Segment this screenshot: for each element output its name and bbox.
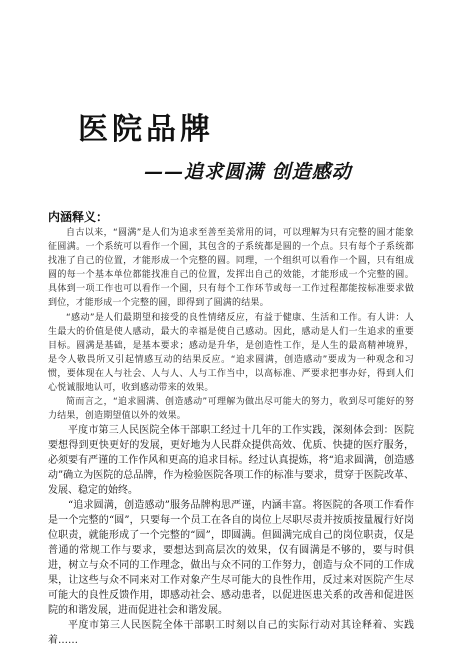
body-text [48, 226, 414, 648]
paragraph-brand-concept: “追求圆满，创造感动”服务品牌构思严谨，内涵丰富。将医院的各项工作看作是一个完整的“圆”，只要每一个员工在各自的岗位上尽职尽责并按质按量履行好岗位职责，就能形成了一个完整的“圆”，即圆满。但圆满完成自己的岗位职责，仅是普通的常规工作与要求，要想达到高层次的效果，仅有圆满是不够的，要与时俱进，树立与众不同的工作理念，做出与众不同的工作努力，创造与众不同的工作成果，让这些与众不同来对工作对象产生尽可能大的良性作用，反过来对医院产生尽可能大的良性反馈作用，即感动社会、感动患者，以促进医患关系的改善和促进医院的和谐发展，进而促进社会和谐发展。 [48, 500, 414, 617]
paragraph-closing: 平度市第三人民医院全体干部职工时刻以自己的实际行动对其诠释着、实践着…… [48, 620, 414, 647]
paragraph-yuanman: 自古以来，“圆满”是人们为追求至善至美常用的词，可以理解为只有完整的圆才能象征圆满。一个系统可以看作一个圆，其包含的子系统都是圆的一个点。只有每个子系统都找准了自己的位置，才能形成一个完整的圆。同理，一个组织可以看作一个圆，只有组成圆的每一个基本单位都能找准自己的位置，发挥出自己的效能，才能形成一个完整的圆。具体到一项工作也可以看作一个圆，只有每个工作环节或每一工作过程都能按标准要求做到位，才能形成一个完整的圆，即得到了圆满的结果。 [48, 228, 414, 309]
paragraph-practice: 平度市第三人民医院全体干部职工经过十几年的工作实践，深刻体会到：医院要想得到更快更好的发展，更好地为人民群众提供高效、优质、快捷的医疗服务，必须要有严谨的工作作风和更高的追求目标。经过认真提炼，将“追求圆满，创造感动”确立为医院的总品牌，作为检验医院各项工作的标准与要求，贯穿于医院改革、发展、稳定的始终。 [48, 425, 414, 497]
section-heading: 内涵释义： [48, 210, 109, 224]
paragraph-summary: 简而言之，“追求圆满、创造感动”可理解为做出尽可能大的努力，收到尽可能好的努力结果，创造期望值以外的效果。 [48, 397, 414, 422]
page-title: 医院品牌 [78, 112, 214, 147]
page-subtitle: ——追求圆满 创造感动 [144, 161, 352, 183]
paragraph-gandong: “感动”是人们最期望和接受的良性情绪反应，有益于健康、生活和工作。有人讲：人生最大的价值是使人感动，最大的幸福是使自己感动。因此，感动是人们一生追求的重要目标。圆满是基础，是基本要求；感动是升华，是创造性工作，是人生的最高精神境界，是令人敬畏所又引起情感互动的结果反应。“追求圆满，创造感动”要成为一种观念和习惯，要体现在人与社会、人与人、人与工作当中，以高标准、严要求把事办好，得到人们心悦诚服地认可，收到感动带来的效果。 [48, 312, 414, 394]
